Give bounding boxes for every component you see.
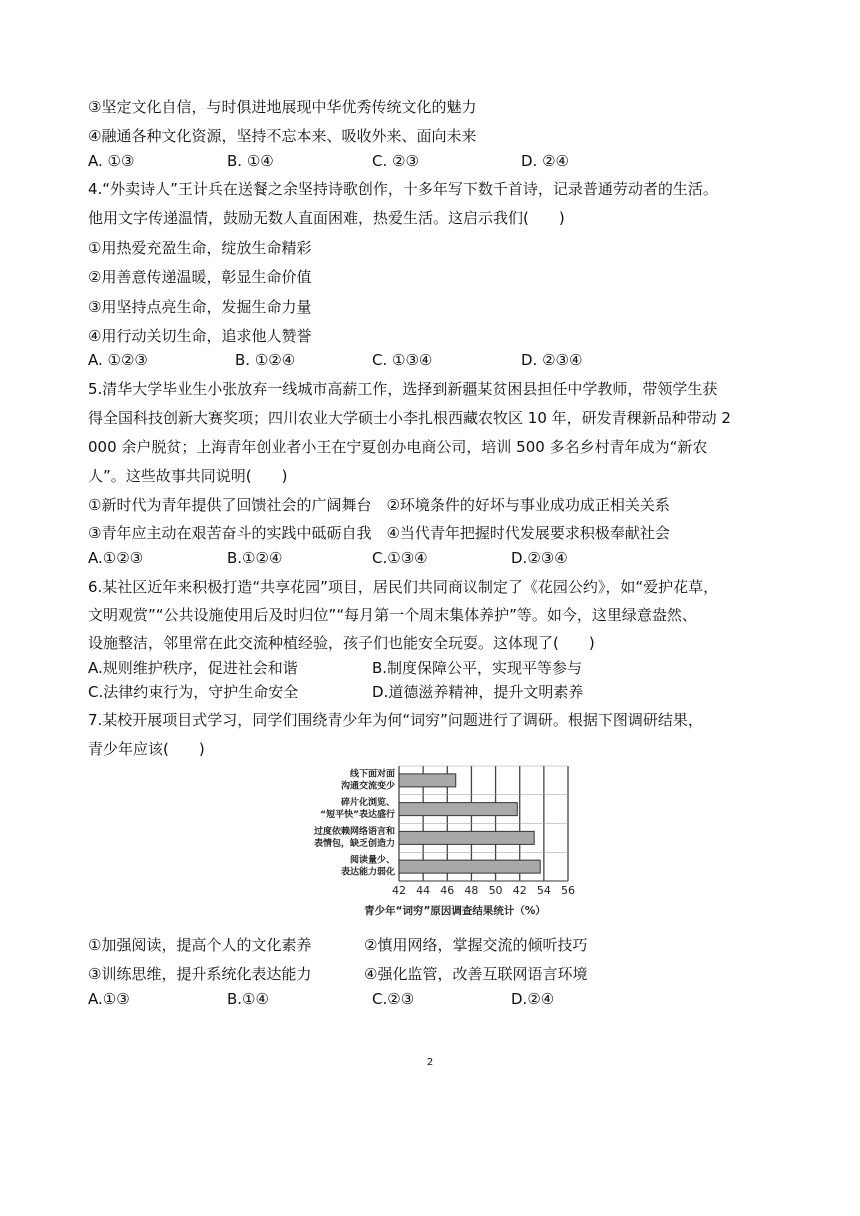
bar <box>399 803 517 816</box>
q5-stem-line-3: 000 余户脱贫；上海青年创业者小王在宁夏创办电商公司，培训 500 多名乡村青年成为“新农 <box>88 438 708 456</box>
q4-option-a: A. ①②③ <box>88 351 148 369</box>
q6-stem-line-3: 设施整洁，邻里常在此交流种植经验，孩子们也能安全玩耍。这体现了( ) <box>88 634 595 652</box>
q4-option-d: D. ②③④ <box>521 351 583 369</box>
x-tick-label: 50 <box>488 884 503 897</box>
bar <box>399 860 540 873</box>
chart-category-labels <box>313 767 395 877</box>
q5-stem-line-2: 得全国科技创新大赛奖项；四川农业大学硕士小李扎根西藏农牧区 10 年，研发青稞新品种带动 2 <box>88 409 731 427</box>
q7-statement-3: ③训练思维，提升系统化表达能力 <box>88 965 312 983</box>
category-label: 线下面对面 <box>349 769 395 780</box>
bar <box>399 831 534 844</box>
q3-option-d: D. ②④ <box>521 152 569 170</box>
q7-option-a: A.①③ <box>88 990 130 1008</box>
q3-statement-4: ④融通各种文化资源，坚持不忘本来、吸收外来、面向未来 <box>88 127 477 145</box>
q3-option-b: B. ①④ <box>227 152 274 170</box>
q5-statements-3-4: ③青年应主动在艰苦奋斗的实践中砥砺自我 ④当代青年把握时代发展要求积极奉献社会 <box>88 524 670 542</box>
q3-option-a: A. ①③ <box>88 152 135 170</box>
q7-stem-line-1: 7.某校开展项目式学习，同学们围绕青少年为何“词穷”问题进行了调研。根据下图调研结果， <box>88 711 703 729</box>
q5-option-d: D.②③④ <box>511 549 568 567</box>
q6-option-d: D.道德滋养精神，提升文明素养 <box>372 683 584 701</box>
category-label: 沟通交流变少 <box>340 781 395 792</box>
x-tick-label: 46 <box>440 884 455 897</box>
x-tick-label: 42 <box>512 884 527 897</box>
q4-option-c: C. ①③④ <box>372 351 433 369</box>
q5-stem-line-4: 人”。这些故事共同说明( ) <box>88 467 288 485</box>
q7-option-d: D.②④ <box>511 990 555 1008</box>
x-tick-label: 54 <box>536 884 551 897</box>
q5-statements-1-2: ①新时代为青年提供了回馈社会的广阔舞台 ②环境条件的好坏与事业成功成正相关关系 <box>88 496 670 514</box>
page-number: 2 <box>426 1057 434 1068</box>
x-tick-label: 56 <box>561 884 575 897</box>
q7-statement-1: ①加强阅读，提高个人的文化素养 <box>88 936 312 954</box>
q4-stem-line-1: 4.“外卖诗人”王计兵在送餐之余坚持诗歌创作，十多年写下数千首诗，记录普通劳动者的生活。 <box>88 180 718 198</box>
q6-option-b: B.制度保障公平，实现平等参与 <box>372 659 583 677</box>
q5-option-c: C.①③④ <box>372 549 428 567</box>
bar <box>399 774 456 787</box>
survey-bar-chart <box>285 760 585 925</box>
q4-statement-4: ④用行动关切生命，追求他人赞誉 <box>88 327 312 345</box>
q5-stem-line-1: 5.清华大学毕业生小张放弃一线城市高薪工作，选择到新疆某贫困县担任中学教师，带领学生获 <box>88 380 718 398</box>
category-label: 碎片化浏览、 <box>340 798 395 809</box>
q7-option-c: C.②③ <box>372 990 415 1008</box>
q5-option-b: B.①②④ <box>227 549 283 567</box>
q6-option-c: C.法律约束行为，守护生命安全 <box>88 683 299 701</box>
q7-stem-line-2: 青少年应该( ) <box>88 740 205 758</box>
category-label: “短平快”表达盛行 <box>320 810 395 821</box>
q7-option-b: B.①④ <box>227 990 269 1008</box>
category-label: 过度依赖网络语言和 <box>313 826 395 837</box>
q4-stem-line-2: 他用文字传递温情，鼓励无数人直面困难，热爱生活。这启示我们( ) <box>88 209 565 227</box>
q4-statement-2: ②用善意传递温暖，彰显生命价值 <box>88 268 312 286</box>
q4-option-b: B. ①②④ <box>235 351 296 369</box>
x-tick-label: 42 <box>392 884 406 897</box>
q4-statement-3: ③用坚持点亮生命，发掘生命力量 <box>88 298 312 316</box>
x-tick-label: 44 <box>416 884 431 897</box>
chart-x-tick-labels <box>392 884 575 897</box>
q7-statements-1-2 <box>88 934 588 956</box>
q6-stem-line-2: 文明观赏”“公共设施使用后及时归位”“每月第一个周末集体养护”等。如今，这里绿意盎然、 <box>88 606 697 624</box>
q6-option-a: A.规则维护秩序，促进社会和谐 <box>88 659 298 677</box>
q4-statement-1: ①用热爱充盈生命，绽放生命精彩 <box>88 239 312 257</box>
q5-option-a: A.①②③ <box>88 549 144 567</box>
q3-statement-3: ③坚定文化自信，与时俱进地展现中华优秀传统文化的魅力 <box>88 98 477 116</box>
q3-option-c: C. ②③ <box>372 152 419 170</box>
q6-stem-line-1: 6.某社区近年来积极打造“共享花园”项目，居民们共同商议制定了《花园公约》，如“爱护花草， <box>88 578 719 596</box>
category-label: 阅读量少、 <box>349 855 395 866</box>
q7-statements-3-4 <box>88 963 588 985</box>
category-label: 表达能力弱化 <box>340 867 395 878</box>
x-tick-label: 48 <box>464 884 479 897</box>
category-label: 表情包，缺乏创造力 <box>313 838 395 849</box>
q7-statement-4: ④强化监管，改善互联网语言环境 <box>364 965 588 983</box>
chart-title: 青少年“词穷”原因调查结果统计（%） <box>364 905 546 917</box>
q7-statement-2: ②慎用网络，掌握交流的倾听技巧 <box>364 936 588 954</box>
